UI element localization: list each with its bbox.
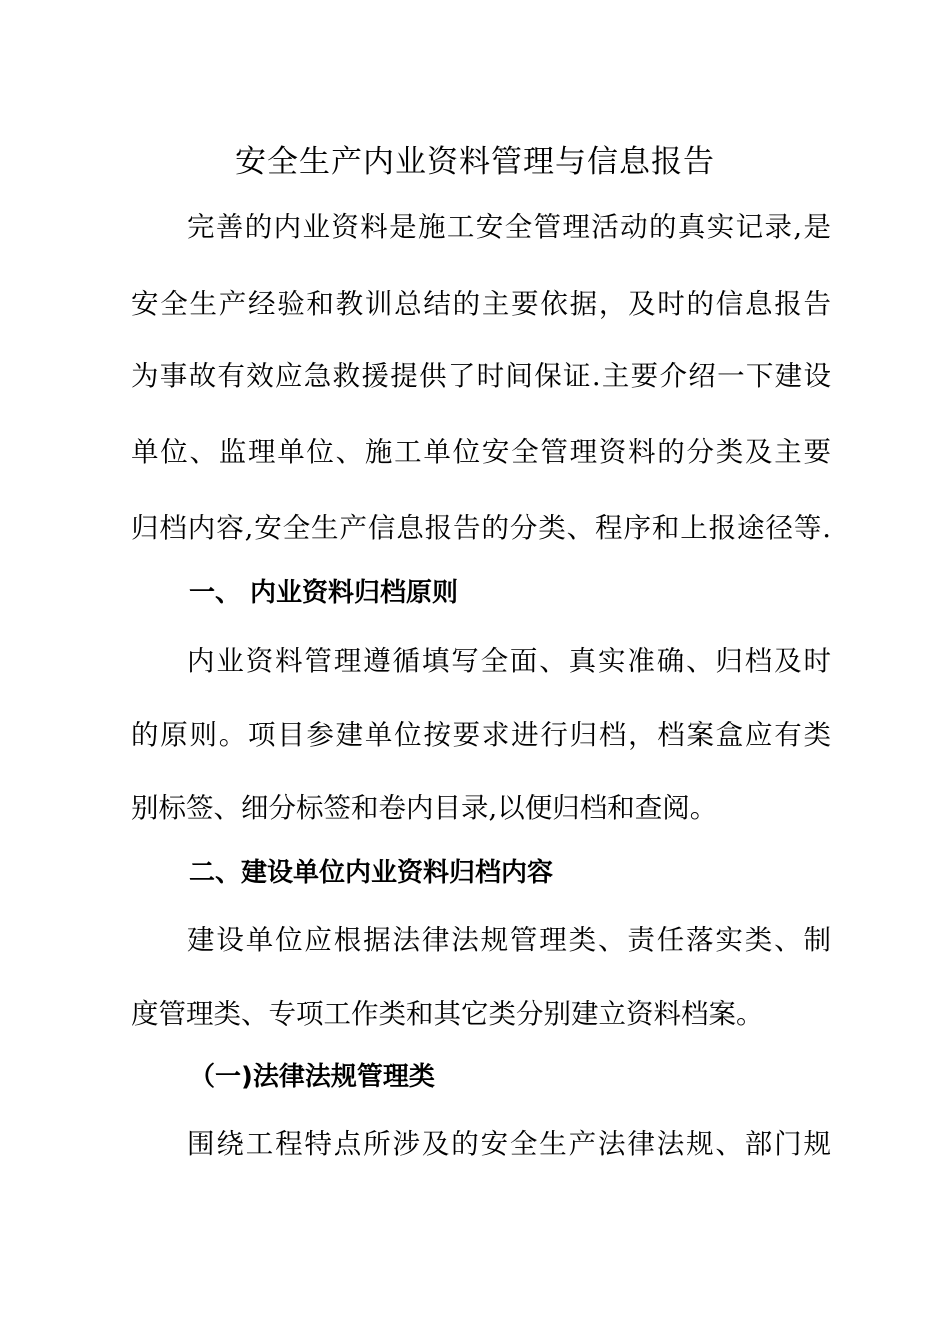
document-title: 安全生产内业资料管理与信息报告 — [235, 144, 715, 180]
paragraph-line: 别标签、细分标签和卷内目录,以便归档和查阅。 — [131, 792, 718, 824]
paragraph-line: 围绕工程特点所涉及的安全生产法律法规、部门规 — [187, 1128, 831, 1160]
paragraph-line: 安全生产经验和教训总结的主要依据，及时的信息报告 — [131, 288, 831, 320]
paragraph-line: 单位、监理单位、施工单位安全管理资料的分类及主要 — [131, 436, 831, 468]
paragraph-line: 为事故有效应急救援提供了时间保证.主要介绍一下建设 — [131, 360, 831, 392]
paragraph-line: 度管理类、专项工作类和其它类分别建立资料档案。 — [131, 998, 764, 1030]
section-heading: 二、建设单位内业资料归档内容 — [189, 858, 554, 888]
subsection-heading: （一)法律法规管理类 — [189, 1062, 435, 1092]
paragraph-line: 建设单位应根据法律法规管理类、责任落实类、制 — [187, 924, 831, 956]
paragraph-line: 完善的内业资料是施工安全管理活动的真实记录,是 — [187, 211, 831, 243]
paragraph-line: 内业资料管理遵循填写全面、真实准确、归档及时 — [187, 645, 831, 677]
paragraph-line: 归档内容,安全生产信息报告的分类、程序和上报途径等. — [131, 512, 831, 544]
paragraph-line: 的原则。项目参建单位按要求进行归档，档案盒应有类 — [131, 719, 831, 751]
section-heading: 一、 内业资料归档原则 — [189, 578, 459, 608]
